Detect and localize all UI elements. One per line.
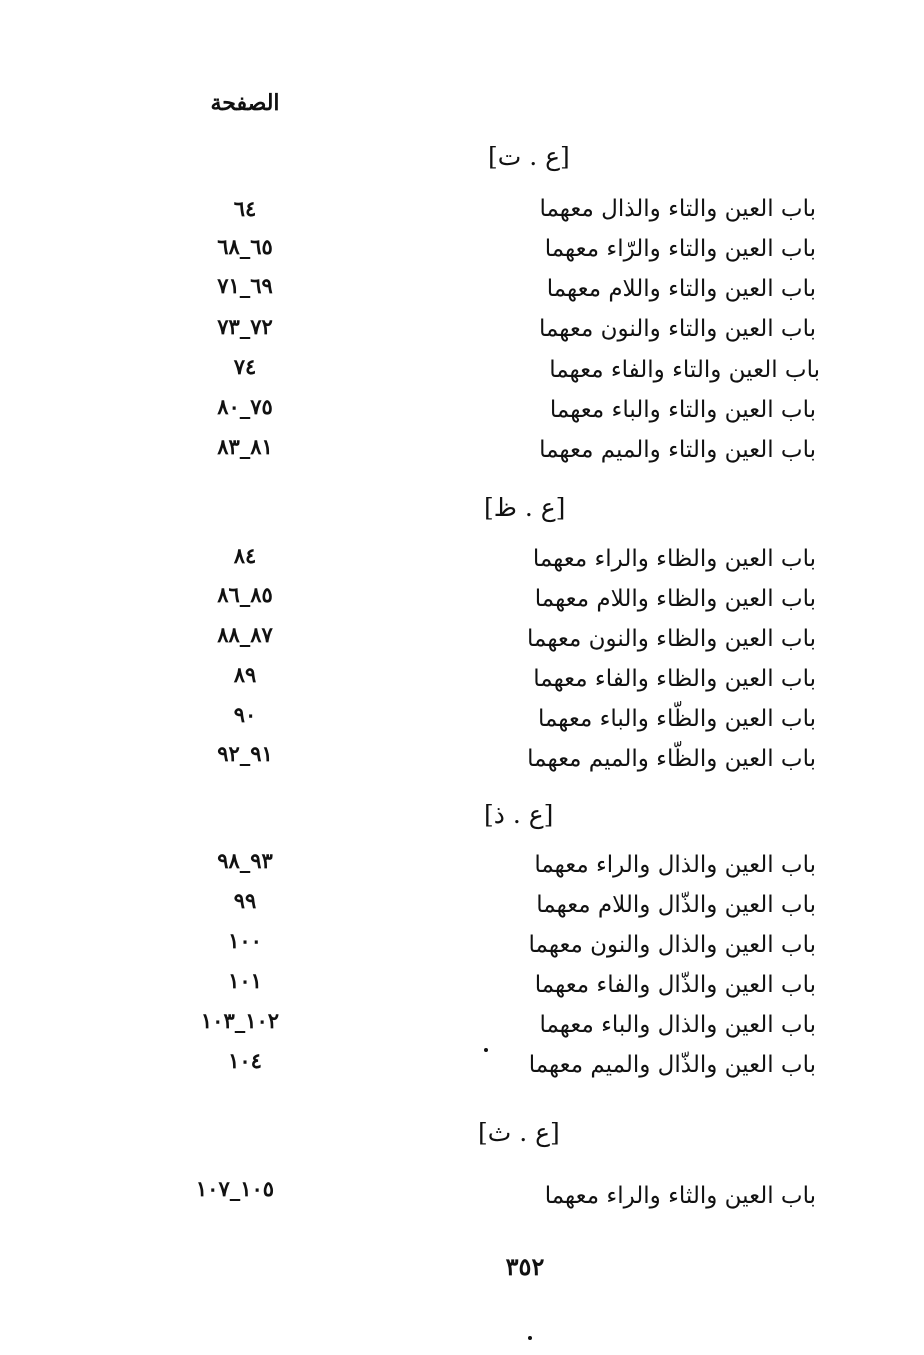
index-entry-title: باب العين والظّاء والباء معهما <box>537 706 816 732</box>
index-entry-pages: ٨٥_٨٦ <box>217 582 273 607</box>
index-entry-pages: ١٠٠ <box>228 928 262 953</box>
index-entry-pages: ٨١_٨٣ <box>217 434 273 459</box>
index-entry-title: باب العين والتاء واللام معهما <box>546 276 816 302</box>
index-entry-title: باب العين والذال والراء معهما <box>534 852 816 878</box>
index-entry-title: باب العين والتاء والفاء معهما <box>549 357 820 383</box>
index-entry-title: باب العين والتاء والباء معهما <box>549 397 816 423</box>
section-heading: [ع . ث] <box>478 1118 560 1147</box>
index-entry-pages: ٦٥_٦٨ <box>217 234 273 259</box>
index-entry-title: باب العين والثاء والراء معهما <box>544 1183 816 1209</box>
index-entry-title: باب العين والذّال واللام معهما <box>536 892 816 918</box>
index-entry-title: باب العين والتاء والنون معهما <box>538 316 816 342</box>
index-entry-pages: ٩٠ <box>233 702 257 727</box>
section-heading: [ع . ت] <box>488 142 570 171</box>
index-entry-pages: ٨٤ <box>233 543 257 568</box>
section-heading: [ع . ذ] <box>484 800 554 829</box>
index-entry-title: باب العين والظّاء والميم معهما <box>527 746 816 772</box>
index-entry-pages: ٩١_٩٢ <box>217 741 273 766</box>
index-entry-pages: ٧٤ <box>233 354 257 379</box>
index-entry-pages: ٨٧_٨٨ <box>217 622 273 647</box>
index-entry-title: باب العين والظاء واللام معهما <box>534 586 816 612</box>
stray-dot-mark <box>528 1336 532 1340</box>
index-entry-title: باب العين والظاء والفاء معهما <box>533 666 816 692</box>
index-entry-title: باب العين والذّال والميم معهما <box>528 1052 816 1078</box>
index-entry-pages: ١٠٥_١٠٧ <box>195 1176 275 1201</box>
index-entry-pages: ٩٣_٩٨ <box>217 848 273 873</box>
index-entry-title: باب العين والتاء والرّاء معهما <box>544 236 816 262</box>
index-entry-pages: ٦٤ <box>233 196 257 221</box>
index-entry-title: باب العين والذال والباء معهما <box>539 1012 816 1038</box>
page-column-header: الصفحة <box>210 90 280 116</box>
section-heading: [ع . ظ] <box>484 493 566 522</box>
index-entry-pages: ٩٩ <box>233 888 257 913</box>
index-entry-title: باب العين والظاء والنون معهما <box>527 626 816 652</box>
index-entry-pages: ١٠٤ <box>228 1048 262 1073</box>
page-number: ٣٥٢ <box>505 1252 545 1281</box>
index-entry-title: باب العين والذّال والفاء معهما <box>534 972 816 998</box>
stray-dot-mark <box>484 1048 488 1052</box>
index-entry-pages: ١٠٢_١٠٣ <box>200 1008 280 1033</box>
index-entry-title: باب العين والتاء والذال معهما <box>539 196 816 222</box>
index-entry-title: باب العين والذال والنون معهما <box>528 932 816 958</box>
index-entry-pages: ١٠١ <box>228 968 262 993</box>
index-entry-pages: ٨٩ <box>233 662 257 687</box>
index-entry-pages: ٦٩_٧١ <box>217 273 273 298</box>
index-entry-title: باب العين والتاء والميم معهما <box>539 437 816 463</box>
index-entry-title: باب العين والظاء والراء معهما <box>532 546 816 572</box>
index-entry-pages: ٧٥_٨٠ <box>217 394 273 419</box>
index-entry-pages: ٧٢_٧٣ <box>217 314 273 339</box>
